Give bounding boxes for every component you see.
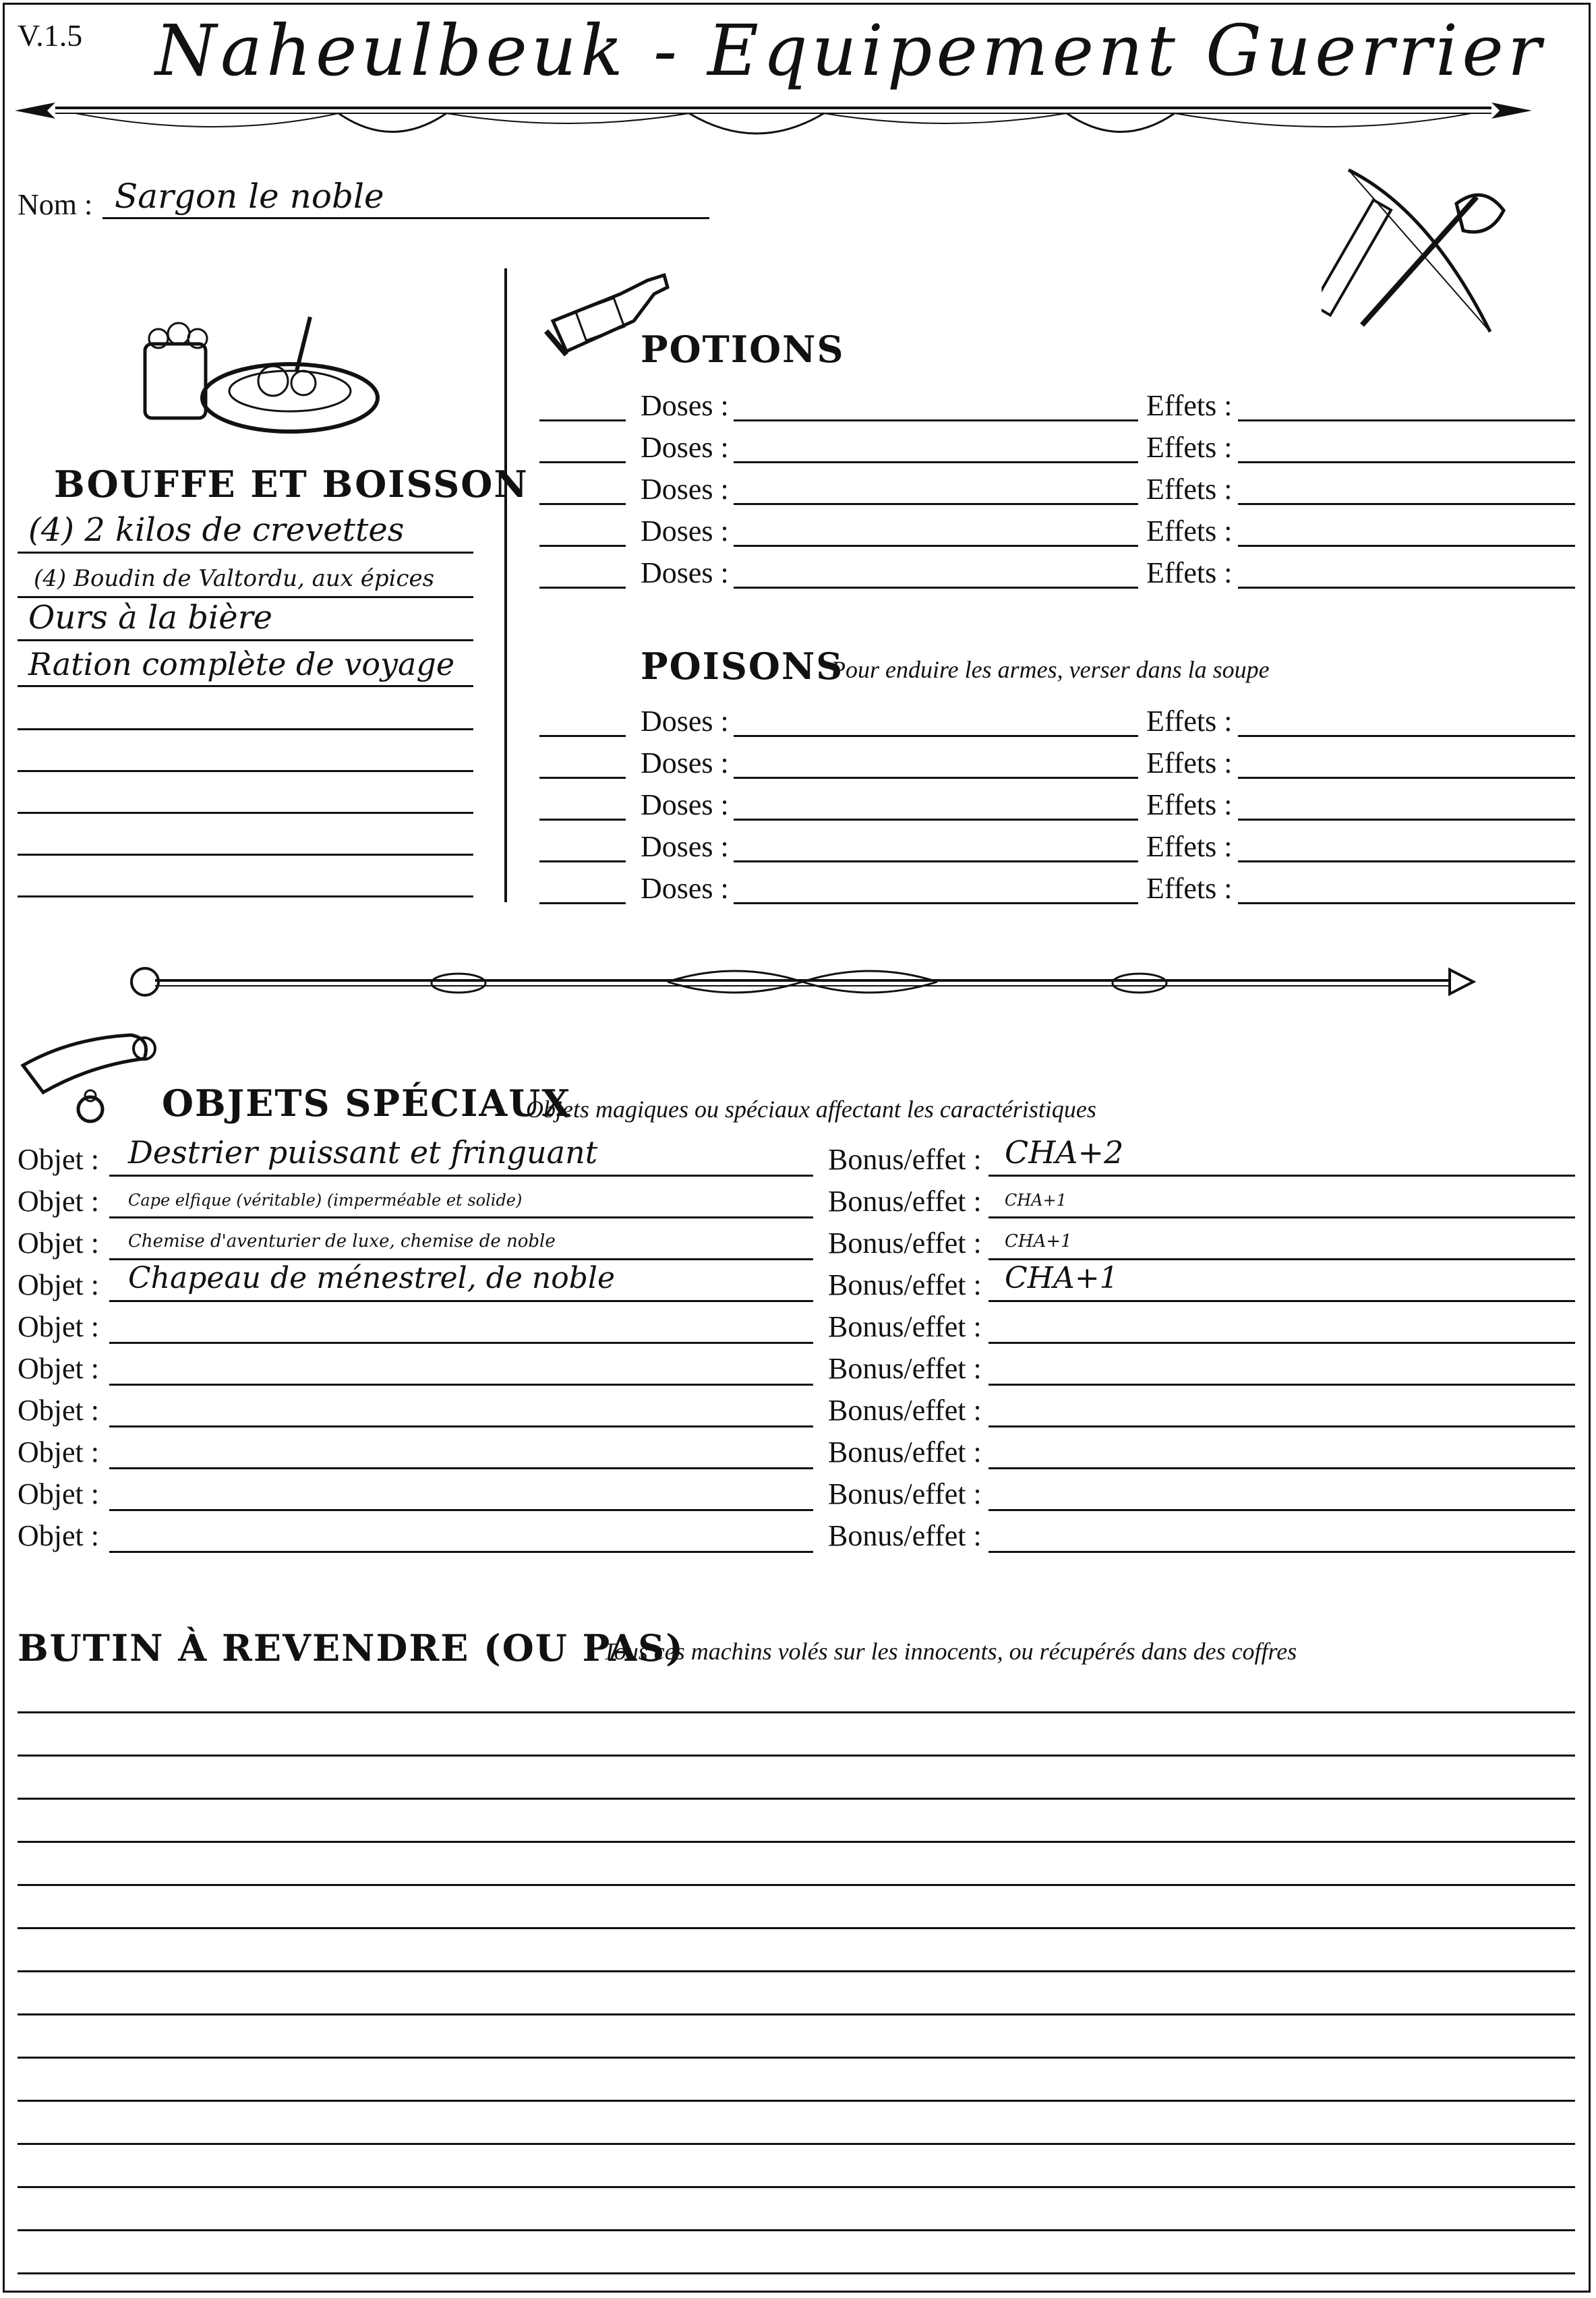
scroll-ring-icon [16,1025,165,1126]
poisons-doses-label: Doses : [641,705,729,738]
potions-doses-label: Doses : [641,389,729,422]
objet-label: Objet : [18,1227,99,1260]
poisons-heading: POISONS [641,645,844,688]
poisons-doses-field[interactable] [734,860,1138,862]
food-underline [18,728,473,730]
poisons-doses-field[interactable] [734,777,1138,779]
potions-count-line[interactable] [539,503,626,505]
potions-effets-field[interactable] [1238,419,1575,421]
bonus-field[interactable] [988,1216,1575,1218]
food-item[interactable]: Ours à la bière [28,599,273,637]
poisons-subtitle: Pour enduire les armes, verser dans la soupe [831,656,1270,683]
poisons-doses-field[interactable] [734,819,1138,821]
food-underline [18,685,473,687]
poisons-effets-field[interactable] [1238,902,1575,904]
food-underline [18,812,473,814]
potions-doses-label: Doses : [641,556,729,589]
version-label: V.1.5 [18,18,83,53]
butin-line[interactable] [18,1755,1575,1757]
bonus-label: Bonus/effet : [828,1519,982,1552]
potions-doses-label: Doses : [641,431,729,464]
bonus-field[interactable] [988,1384,1575,1386]
bonus-field[interactable] [988,1551,1575,1553]
poisons-effets-label: Effets : [1146,872,1233,905]
objet-field[interactable] [109,1300,813,1302]
food-heading: BOUFFE ET BOISSON [54,463,529,506]
poisons-count-line[interactable] [539,777,626,779]
poisons-effets-label: Effets : [1146,830,1233,863]
bonus-label: Bonus/effet : [828,1143,982,1176]
bonus-field[interactable] [988,1467,1575,1469]
poisons-doses-label: Doses : [641,830,729,863]
food-item[interactable]: (4) 2 kilos de crevettes [28,511,405,549]
butin-line[interactable] [18,2229,1575,2231]
butin-line[interactable] [18,2186,1575,2188]
objet-field[interactable] [109,1551,813,1553]
poisons-doses-field[interactable] [734,902,1138,904]
poisons-effets-label: Effets : [1146,746,1233,779]
potions-effets-field[interactable] [1238,545,1575,547]
bonus-value[interactable]: CHA+1 [1005,1191,1067,1210]
food-underline [18,552,473,554]
food-platter-icon [138,297,381,438]
poisons-doses-label: Doses : [641,872,729,905]
nom-label: Nom : [18,188,93,221]
bonus-label: Bonus/effet : [828,1477,982,1510]
poisons-count-line[interactable] [539,819,626,821]
poisons-effets-label: Effets : [1146,788,1233,821]
potions-doses-field[interactable] [734,419,1138,421]
poisons-count-line[interactable] [539,860,626,862]
staff-divider-icon [128,960,1477,1001]
potions-doses-field[interactable] [734,587,1138,589]
objet-field[interactable] [109,1342,813,1344]
objet-value[interactable]: Chapeau de ménestrel, de noble [128,1261,616,1295]
column-divider [504,268,507,902]
objet-field[interactable] [109,1258,813,1260]
objet-label: Objet : [18,1352,99,1385]
objet-label: Objet : [18,1477,99,1510]
potions-effets-label: Effets : [1146,514,1233,548]
bonus-label: Bonus/effet : [828,1310,982,1343]
butin-line[interactable] [18,1711,1575,1713]
objet-label: Objet : [18,1519,99,1552]
poisons-effets-field[interactable] [1238,777,1575,779]
bonus-field[interactable] [988,1258,1575,1260]
bonus-field[interactable] [988,1300,1575,1302]
bonus-field[interactable] [988,1425,1575,1427]
objet-value[interactable]: Destrier puissant et fringuant [128,1134,598,1171]
potions-doses-field[interactable] [734,545,1138,547]
potions-doses-field[interactable] [734,461,1138,463]
potions-count-line[interactable] [539,419,626,421]
food-item[interactable]: (4) Boudin de Valtordu, aux épices [34,565,435,592]
food-underline [18,639,473,641]
objet-label: Objet : [18,1310,99,1343]
butin-line[interactable] [18,1841,1575,1843]
bonus-value[interactable]: CHA+1 [1005,1231,1072,1251]
food-underline [18,596,473,598]
butin-line[interactable] [18,2100,1575,2102]
weapons-icon [1322,156,1524,338]
butin-heading: BUTIN À REVENDRE (OU PAS) [18,1626,684,1670]
potions-count-line[interactable] [539,545,626,547]
objet-label: Objet : [18,1143,99,1176]
butin-line[interactable] [18,1927,1575,1929]
objet-field[interactable] [109,1425,813,1427]
poisons-effets-field[interactable] [1238,735,1575,737]
bonus-label: Bonus/effet : [828,1436,982,1469]
objet-label: Objet : [18,1268,99,1301]
objet-field[interactable] [109,1216,813,1218]
potions-count-line[interactable] [539,461,626,463]
potions-effets-label: Effets : [1146,389,1233,422]
objet-field[interactable] [109,1175,813,1177]
potions-doses-field[interactable] [734,503,1138,505]
bonus-field[interactable] [988,1342,1575,1344]
potions-effets-label: Effets : [1146,473,1233,506]
nom-underline [102,217,709,219]
bonus-label: Bonus/effet : [828,1352,982,1385]
bonus-field[interactable] [988,1509,1575,1511]
butin-line[interactable] [18,1970,1575,1972]
bonus-label: Bonus/effet : [828,1185,982,1218]
potions-effets-field[interactable] [1238,503,1575,505]
potions-doses-label: Doses : [641,514,729,548]
objet-value[interactable]: Chemise d'aventurier de luxe, chemise de noble [128,1231,556,1251]
butin-line[interactable] [18,1798,1575,1800]
potions-doses-label: Doses : [641,473,729,506]
bonus-label: Bonus/effet : [828,1227,982,1260]
nom-value[interactable]: Sargon le noble [115,177,384,216]
objet-field[interactable] [109,1509,813,1511]
poisons-doses-field[interactable] [734,735,1138,737]
butin-line[interactable] [18,2272,1575,2274]
bonus-field[interactable] [988,1175,1575,1177]
potions-heading: POTIONS [641,328,845,371]
poisons-count-line[interactable] [539,735,626,737]
bonus-value[interactable]: CHA+2 [1005,1134,1124,1171]
butin-line[interactable] [18,1884,1575,1886]
objet-label: Objet : [18,1185,99,1218]
spear-divider-icon [15,86,1532,147]
objet-field[interactable] [109,1384,813,1386]
poisons-effets-label: Effets : [1146,705,1233,738]
food-underline [18,770,473,772]
butin-line[interactable] [18,2013,1575,2015]
butin-line[interactable] [18,2143,1575,2145]
food-underline [18,854,473,856]
bonus-label: Bonus/effet : [828,1268,982,1301]
food-underline [18,895,473,897]
butin-line[interactable] [18,2057,1575,2059]
food-item[interactable]: Ration complète de voyage [28,646,455,682]
poisons-doses-label: Doses : [641,788,729,821]
bonus-value[interactable]: CHA+1 [1005,1261,1119,1295]
objet-label: Objet : [18,1436,99,1469]
poisons-effets-field[interactable] [1238,860,1575,862]
poisons-effets-field[interactable] [1238,819,1575,821]
page-title: Naheulbeuk - Equipement Guerrier [155,9,1545,92]
potions-count-line[interactable] [539,587,626,589]
objet-value[interactable]: Cape elfique (véritable) (imperméable et solide) [128,1191,523,1210]
special-heading: OBJETS SPÉCIAUX [162,1082,572,1125]
objet-label: Objet : [18,1394,99,1427]
objet-field[interactable] [109,1467,813,1469]
bonus-label: Bonus/effet : [828,1394,982,1427]
butin-subtitle: Tous ces machins volés sur les innocents, ou récupérés dans des coffres [603,1638,1297,1665]
potions-effets-field[interactable] [1238,587,1575,589]
poisons-count-line[interactable] [539,902,626,904]
potions-effets-label: Effets : [1146,556,1233,589]
poisons-doses-label: Doses : [641,746,729,779]
potions-effets-label: Effets : [1146,431,1233,464]
potions-effets-field[interactable] [1238,461,1575,463]
special-subtitle: Objets magiques ou spéciaux affectant les caractéristiques [526,1096,1096,1123]
